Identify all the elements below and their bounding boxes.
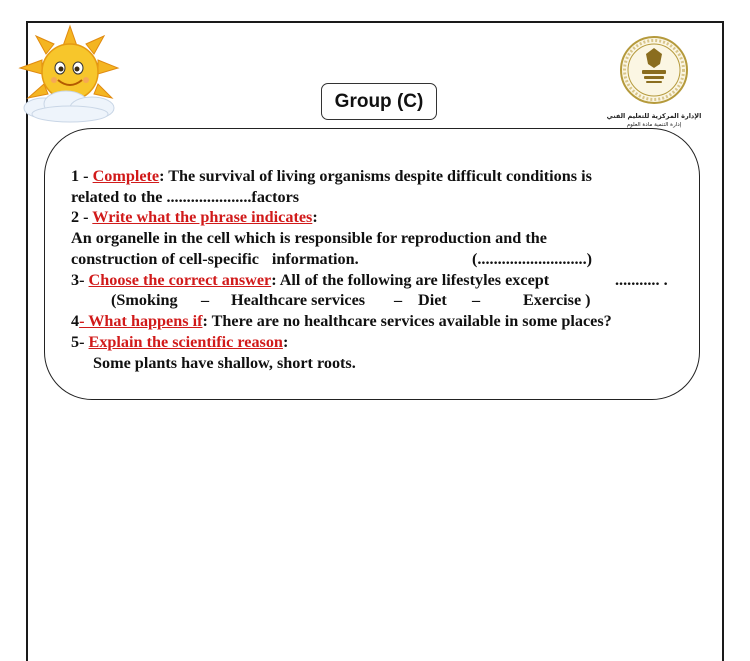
sun-mascot-icon bbox=[14, 26, 126, 126]
question-5-line-1 bbox=[71, 332, 288, 352]
group-title: Group (C) bbox=[321, 83, 437, 120]
question-2-line-3 bbox=[71, 249, 593, 269]
question-3-line-1 bbox=[71, 270, 668, 290]
question-1-keyword: Complete bbox=[92, 167, 160, 185]
svg-text:إدارة التنمية مادة العلوم: إدارة التنمية مادة العلوم bbox=[626, 122, 682, 128]
question-3-option-2: Healthcare services bbox=[231, 291, 366, 309]
ministry-seal-logo bbox=[606, 34, 710, 128]
question-1-line-1 bbox=[71, 166, 592, 186]
question-3-number: 3- bbox=[71, 271, 89, 289]
question-5-line-2: Some plants have shallow, short roots. bbox=[93, 354, 356, 372]
question-2-text-b: information. bbox=[271, 250, 359, 268]
question-3-keyword: Choose the correct answer bbox=[88, 271, 272, 289]
question-4-line-1 bbox=[71, 311, 612, 331]
question-3-dash-3: – bbox=[472, 291, 481, 309]
question-4-number: 4 bbox=[71, 312, 80, 330]
question-4-text: : There are no healthcare services available in some places? bbox=[202, 312, 612, 330]
question-2-text-a: construction of cell-specific bbox=[71, 250, 259, 268]
question-3-text: : All of the following are lifestyles except bbox=[271, 271, 550, 289]
question-5-keyword: Explain the scientific reason bbox=[88, 333, 283, 351]
question-4-keyword: - What happens if bbox=[79, 312, 203, 330]
question-1-text: : The survival of living organisms despite difficult conditions is bbox=[159, 167, 592, 185]
question-2-number: 2 - bbox=[71, 208, 93, 226]
question-3-dash-1: – bbox=[201, 291, 210, 309]
question-3-option-4: Exercise ) bbox=[523, 291, 591, 309]
question-5-colon: : bbox=[282, 333, 289, 351]
question-1-number: 1 - bbox=[71, 167, 93, 185]
question-1-line-2: related to the .....................factors bbox=[71, 188, 300, 206]
question-3-answer-blank: ........... . bbox=[615, 271, 668, 289]
question-3-option-1: (Smoking bbox=[111, 291, 178, 309]
question-5-number: 5- bbox=[71, 333, 89, 351]
question-2-keyword: Write what the phrase indicates bbox=[92, 208, 313, 226]
question-3-dash-2: – bbox=[394, 291, 403, 309]
question-2-answer-blank: (...........................) bbox=[472, 250, 593, 268]
question-3-option-3: Diet bbox=[418, 291, 447, 309]
svg-text:الإدارة المركزية للتعليم الفني: الإدارة المركزية للتعليم الفني bbox=[606, 112, 702, 120]
question-2-line-1 bbox=[71, 207, 318, 227]
question-2-line-2: An organelle in the cell which is responsible for reproduction and the bbox=[71, 229, 547, 247]
question-2-colon: : bbox=[312, 208, 318, 226]
